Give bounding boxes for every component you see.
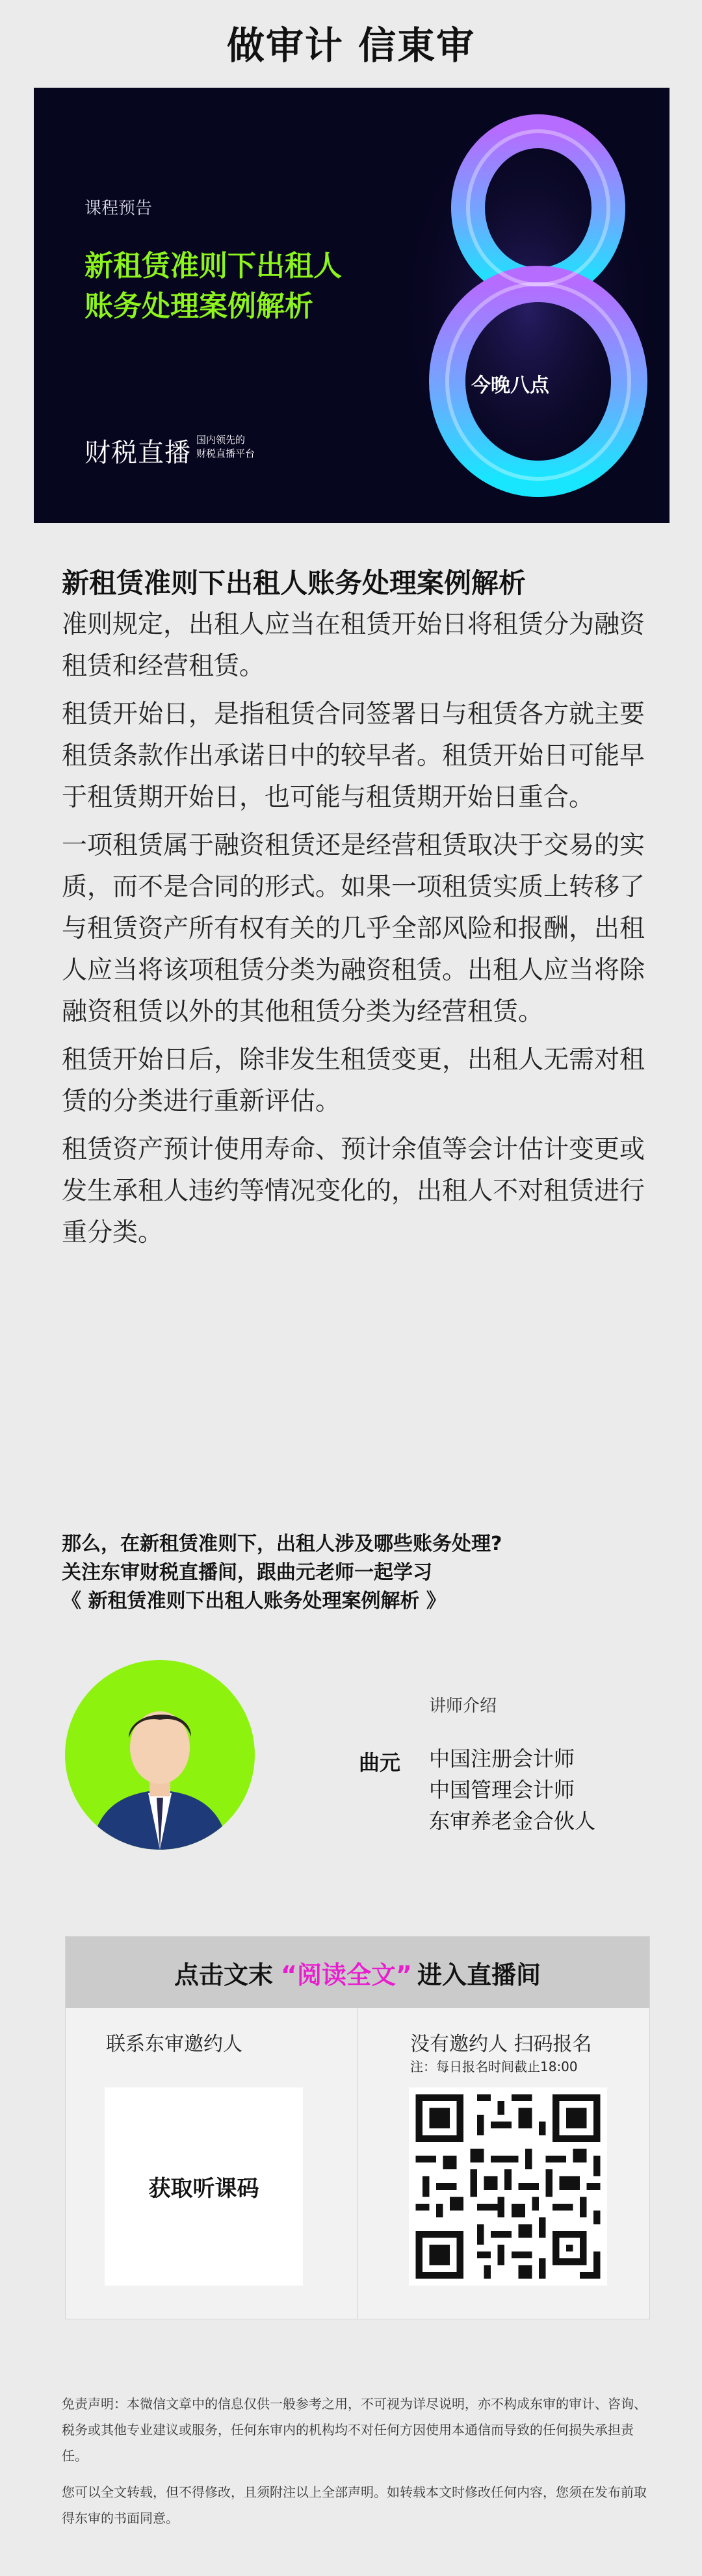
prompt-line2: 关注东审财税直播间，跟曲元老师一起学习 [62,1561,432,1584]
time-badge: 今晚八点 [471,374,549,397]
article-title: 新租赁准则下出租人账务处理案例解析 [62,567,526,599]
article-paragraph: 租赁资产预计使用寿命、预计余值等会计估计变更或发生承租人违约等情况变化的，出租人不对租赁进行重分类。 [62,1135,645,1247]
scan-signup-label: 没有邀约人 扫码报名 [410,2033,592,2056]
platform-tagline-line2: 财税直播平台 [196,448,255,459]
credential-item: 中国管理会计师 [429,1778,575,1802]
prompt-line1: 那么，在新租赁准则下，出租人涉及哪些账务处理? [62,1533,502,1555]
article-paragraph: 租赁开始日，是指租赁合同签署日与租赁各方就主要租赁条款作出承诺日中的较早者。租赁开始日可能早于租赁期开始日，也可能与租赁期开始日重合。 [62,700,645,812]
contact-inviter-label: 联系东审邀约人 [106,2033,242,2056]
article-paragraph: 租赁开始日后，除非发生租赁变更，出租人无需对租赁的分类进行重新评估。 [62,1045,645,1116]
platform-tagline-line1: 国内领先的 [196,434,246,446]
teacher-avatar [65,1660,255,1850]
banner-tag: 课程预告 [84,199,153,218]
brand-header: 做审计 信東审 [226,23,476,68]
cta-prefix: 点击文末 [174,1960,274,1989]
platform-logo: 财税直播 [84,438,191,468]
platform-tagline [196,433,287,461]
course-banner[interactable] [34,88,670,523]
disclaimer-paragraph: 免责声明：本微信文章中的信息仅供一般参考之用，不可视为详尽说明，亦不构成东审的审计、咨询、税务或其他专业建议或服务，任何东审内的机构均不对任何方因使用本通信而导致的任何损失承担责任。 [62,2396,647,2464]
teacher-credentials [429,1743,595,1837]
teacher-name: 曲元 [359,1750,401,1775]
signup-card [65,1936,650,2319]
disclaimer-paragraph: 您可以全文转载，但不得修改，且须附注以上全部声明。如转载本文时修改任何内容，您须在发布前取得东审的书面同意。 [62,2484,647,2526]
banner-title-line1: 新租赁准则下出租人 [84,249,342,283]
signup-qr-code[interactable] [409,2087,607,2286]
teacher-portrait-icon [65,1660,255,1850]
prompt-line3: 《 新租赁准则下出租人账务处理案例解析 》 [62,1590,446,1613]
cta-highlight[interactable]: “阅读全文” [281,1960,412,1989]
cta-suffix: 进入直播间 [417,1960,541,1989]
banner-title-line2: 账务处理案例解析 [84,290,313,323]
credential-item: 中国注册会计师 [429,1746,575,1771]
disclaimer [62,2391,650,2542]
read-more-banner[interactable] [66,1937,649,2008]
article-body [62,604,650,1260]
article-paragraph: 准则规定，出租人应当在租赁开始日将租赁分为融资租赁和经营租赁。 [62,610,645,681]
signup-deadline-note: 注：每日报名时间截止18:00 [410,2059,578,2074]
get-code-button[interactable]: 获取听课码 [105,2087,303,2286]
credential-item: 东审养老金合伙人 [429,1809,596,1833]
teacher-intro-label: 讲师介绍 [429,1696,497,1716]
article-paragraph: 一项租赁属于融资租赁还是经营租赁取决于交易的实质，而不是合同的形式。如果一项租赁实质上转移了与租赁资产所有权有关的几乎全部风险和报酬，出租人应当将该项租赁分类为融资租赁。出租人应当将除融资租赁以外的其他租赁分类为经营租赁。 [62,831,645,1027]
follow-prompt [62,1530,650,1616]
qr-code-icon [409,2087,607,2286]
